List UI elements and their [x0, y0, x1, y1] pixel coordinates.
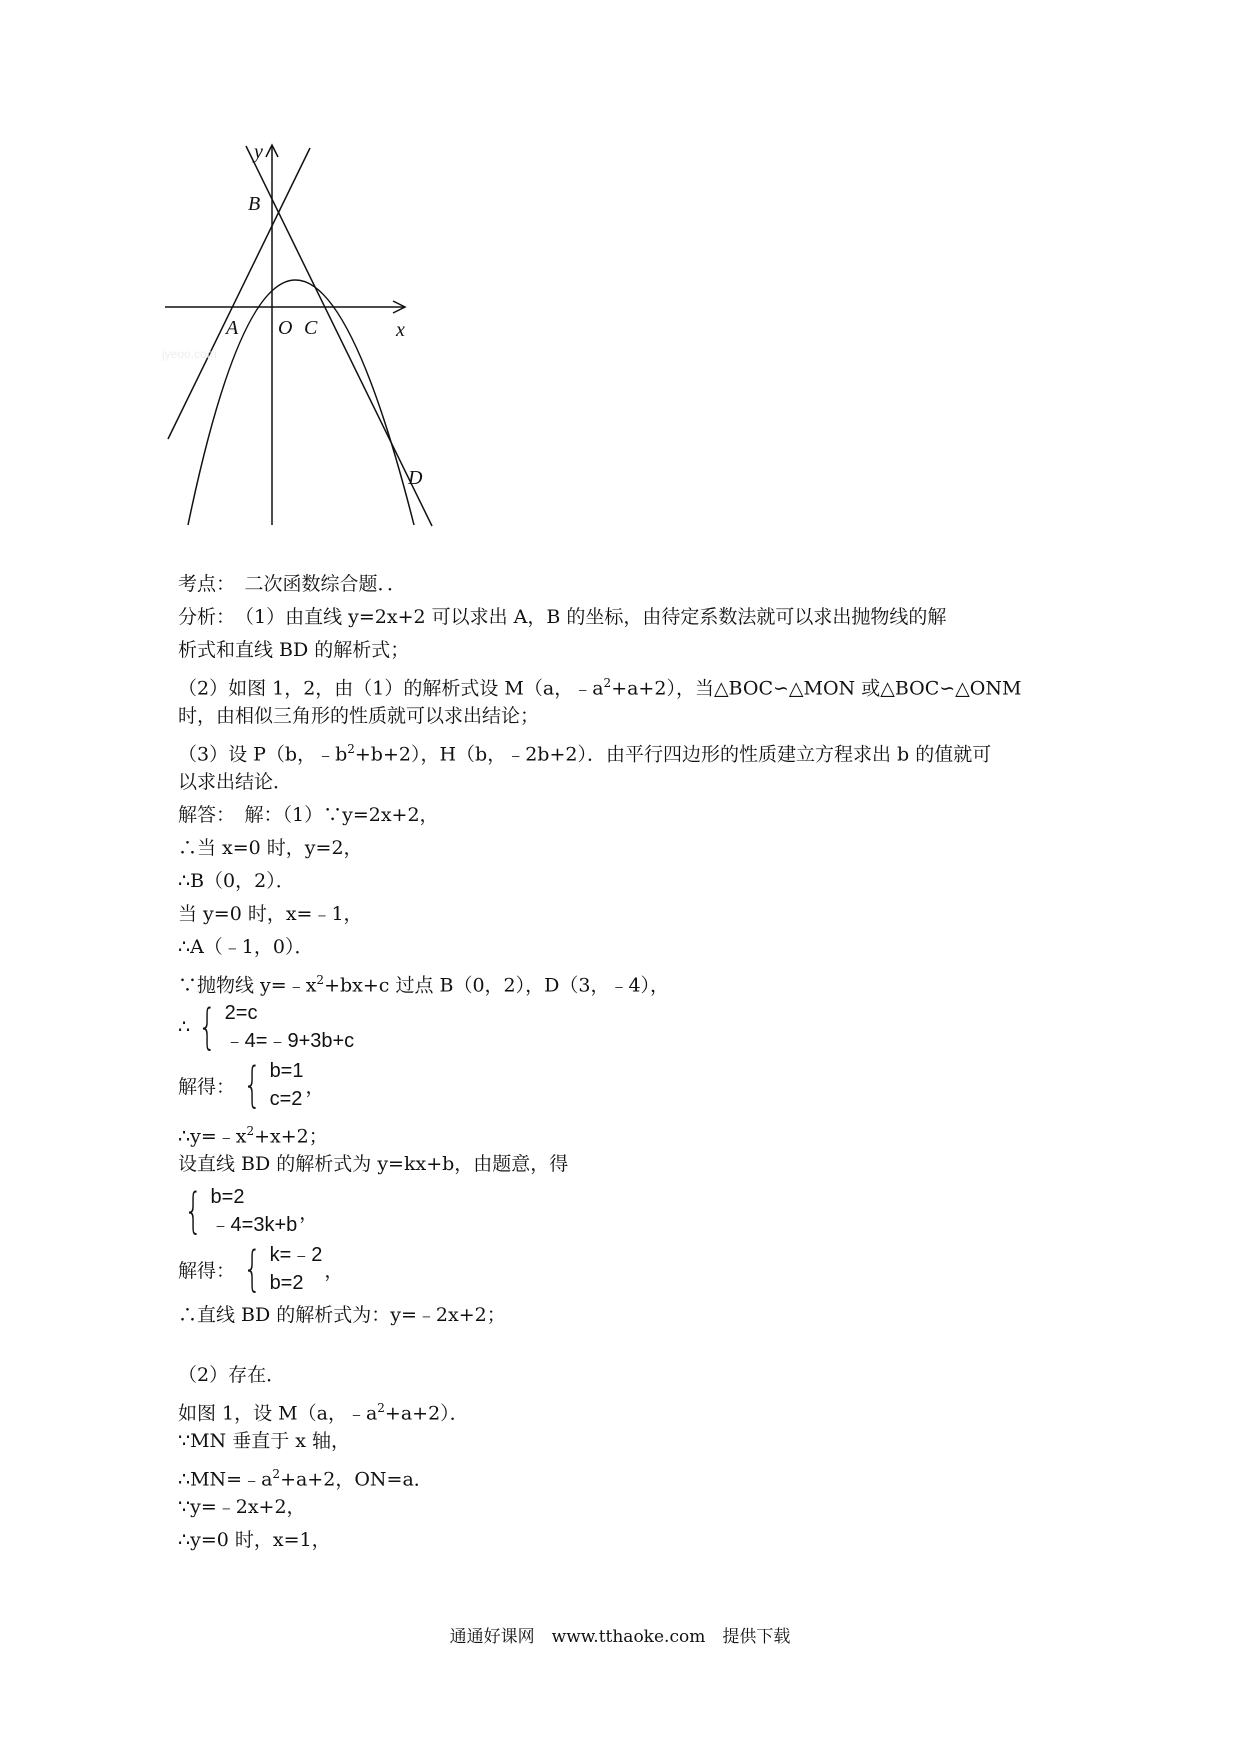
- part2-line-5: ∵y=﹣2x+2，: [178, 1496, 306, 1518]
- answer-parabola: $\therefore y=﹣x^2+x+2$；: [178, 1124, 328, 1148]
- answer-line-bd-setup: 设直线 BD 的解析式为 y=kx+b，由题意，得: [178, 1153, 569, 1175]
- answer-line-5: ∴A（﹣1，0）．: [178, 936, 314, 958]
- analysis-line-6: 以求出结论．: [178, 771, 293, 793]
- kaodian-line: 考点： 二次函数综合题．．: [178, 573, 407, 595]
- part2-line-3: ∵MN 垂直于 x 轴，: [178, 1430, 351, 1452]
- answer-line-1: 解答： 解：（1）∵y=2x+2，: [178, 804, 439, 826]
- label-C: C: [304, 317, 318, 339]
- label-O: O: [278, 317, 293, 339]
- parabola-figure: [162, 140, 470, 540]
- answer-line-3: ∴B（0，2）．: [178, 870, 295, 892]
- equation-system-2: 解得： { b=1 c=2 ，: [178, 1057, 325, 1113]
- label-y: y: [254, 141, 263, 163]
- parabola-curve: [188, 280, 414, 525]
- answer-line-bd-result: ∴直线 BD 的解析式为：y=﹣2x+2；: [178, 1304, 506, 1326]
- part2-line-4: $\therefore MN=﹣a^2+a+2$，ON=a．: [178, 1467, 433, 1491]
- answer-line-4: 当 y=0 时，x=﹣1，: [178, 903, 363, 925]
- part2-line-2: 如图 1，设 M（a，$﹣a^2+a+2$）．: [178, 1401, 469, 1425]
- label-D: D: [408, 467, 423, 489]
- label-A: A: [226, 317, 239, 339]
- solution-text: [178, 568, 1078, 1557]
- equation-system-1: ∴ { 2=c ﹣4=﹣9+3b+c: [178, 999, 355, 1055]
- part2-line-1: （2）存在．: [178, 1364, 286, 1386]
- line-AB: [168, 148, 310, 439]
- answer-line-2: ∴当 x=0 时，y=2，: [178, 837, 363, 859]
- analysis-line-1: 分析： （1）由直线 y=2x+2 可以求出 A，B 的坐标，由待定系数法就可以求出抛物线的解: [178, 606, 947, 628]
- label-B: B: [248, 193, 261, 215]
- part2-line-6: ∴y=0 时，x=1，: [178, 1529, 331, 1551]
- analysis-line-3: （2）如图 1，2，由（1）的解析式设 M（a，$﹣a^2+a+2$），当△BOC∽△MON 或△BOC∽△ONM: [178, 676, 1022, 700]
- equation-system-4: 解得： { k=﹣2 b=2 ，: [178, 1241, 344, 1297]
- page-footer: 通通好课网 www.tthaoke.com 提供下载: [449, 1627, 791, 1647]
- equation-system-3: { b=2 ﹣4=3k+b ，: [184, 1183, 319, 1239]
- answer-line-6: ∵抛物线 $y=﹣x^2+bx+c$ 过点 B（0，2），D（3，﹣4），: [178, 973, 670, 997]
- analysis-line-5: （3）设 P（b，$﹣b^2+b+2$），H（b，﹣2b+2）．由平行四边形的性质建立方程求出 b 的值就可: [178, 742, 992, 766]
- analysis-line-2: 析式和直线 BD 的解析式；: [178, 639, 410, 661]
- watermark: jyeoo.com: [162, 347, 217, 361]
- label-x: x: [396, 319, 405, 341]
- analysis-line-4: 时，由相似三角形的性质就可以求出结论；: [178, 705, 540, 727]
